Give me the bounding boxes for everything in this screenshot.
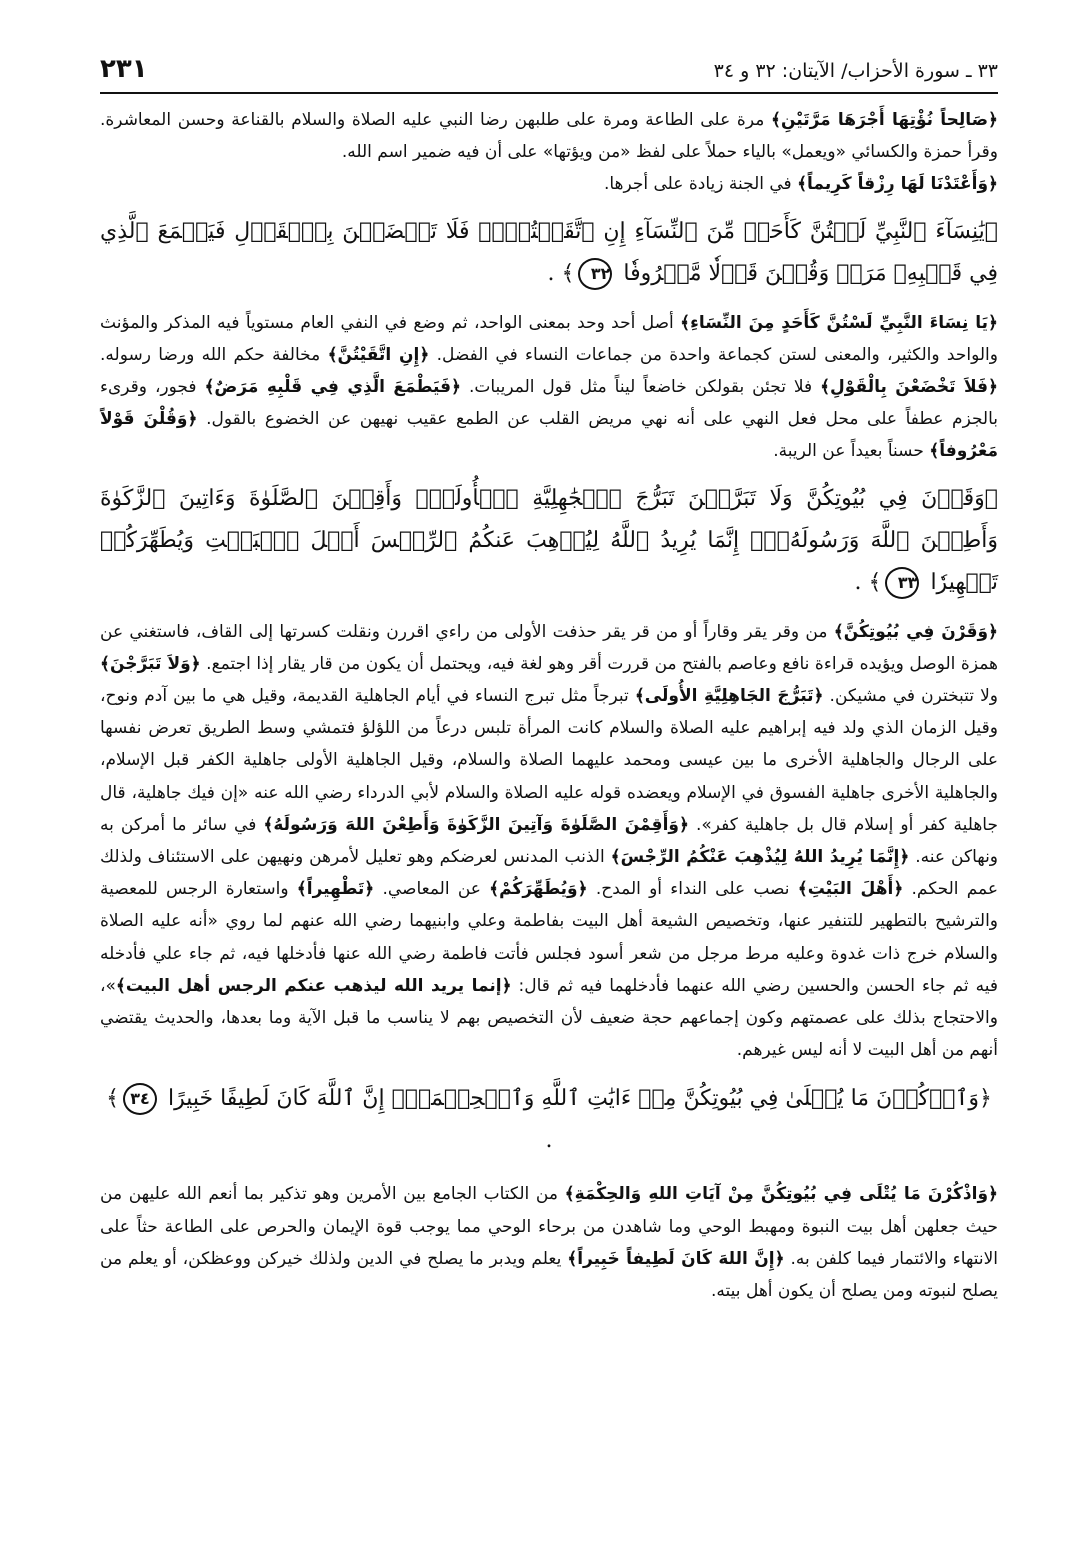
commentary-text: مخالفة حكم الله ورضا رسوله. [100,344,328,365]
quoted-verse: ﴿وَأَقِمْنَ الصَّلَوٰةَ وَآتِينَ الزَّكَوٰةَ وَأَطِعْنَ اللهَ وَرَسُولَهُ﴾ [263,814,689,835]
page-number: ٢٣١ [100,54,148,84]
quoted-verse: ﴿وَقَرْنَ فِي بُيُوتِكُنَّ﴾ [833,621,998,642]
page-header [100,50,998,94]
commentary-paragraph [100,616,998,1067]
commentary-text: حسناً بعيداً عن الريبة. [773,441,930,462]
commentary-paragraph [100,168,998,200]
commentary-text: تبرجاً مثل تبرج النساء في أيام الجاهلية القديمة، وقيل هي ما بين آدم ونوح، وقيل الزمان الذي ولد فيه إبراهيم عليه الصلاة والسلام كانت المرأة تلبس درعاً من اللؤلؤ فتمشي وسط الطريق تعرض نفسها على الرجال والجاهلية الأخرى ما بين عيسى ومحمد عليهما الصلاة والسلام، وقيل الجاهلية الأولى جاهلية الكفر قبل الإسلام، والجاهلية الأخرى جاهلية الفسوق في الإسلام ويعضده قوله عليه الصلاة والسلام لأبي الدرداء رضي الله عنه «إن فيك جاهلية، قال جاهلية كفر أو إسلام قال بل جاهلية كفر». [100,686,998,835]
commentary-text: في الجنة زيادة على أجرها. [603,174,798,195]
verse-text: ﴿يَٰنِسَآءَ ٱلنَّبِيِّ لَسۡتُنَّ كَأَحَدٖ مِّنَ ٱلنِّسَآءِ إِنِ ٱتَّقَيۡتُنَّۚ فَلَا تَخۡضَعۡنَ بِٱلۡقَوۡلِ فَيَطۡمَعَ ٱلَّذِي فِي قَلۡبِهِۦ مَرَضٞ وَقُلۡنَ قَوۡلٗا مَّعۡرُوفٗا [100,218,998,286]
commentary-paragraph [100,104,998,168]
quran-verse-33 [100,478,998,604]
verse-number-badge: ٣٣ [885,567,919,599]
commentary-text: من الكتاب الجامع بين الأمرين وهو تذكير بما أنعم الله عليهن من حيث جعلهن أهل بيت النبوة ومهبط الوحي وما شاهدن من برحاء الوحي مما يوجب قوة الإيمان والحرص على الطاعة حثاً على الانتهاء والائتمار فيما كلفن به. [100,1184,998,1269]
quoted-verse: ﴿أَهْلَ البَيْتِ﴾ [797,879,904,900]
commentary-text: ولا تتبخترن في مشيكن. [823,686,998,707]
quoted-verse: ﴿صَالِحاً نُؤْتِهَا أَجْرَهَا مَرَّتَيْنِ﴾ [771,110,998,130]
quoted-verse: ﴿وَاذْكُرْنَ مَا يُتْلَى فِي بُيُوتِكُنَّ مِنْ آيَاتِ اللهِ وَالحِكْمَةِ﴾ [564,1184,998,1205]
commentary-paragraph [100,1178,998,1307]
commentary-text: »، والاحتجاج بذلك على عصمتهم وكون إجماعهم حجة ضعيف لأن التخصيص بهم لا يناسب ما قبل الآية وما بعدها، والحديث يقتضي أنهم من أهل البيت لا أنه ليس غيرهم. [100,975,998,1061]
quoted-verse: ﴿إِنِ اتَّقَيْتُنَّ﴾ [327,344,430,365]
page [100,50,998,1307]
quoted-verse: ﴿إِنَّمَا يُرِيدُ اللهُ لِيُذْهِبَ عَنْكُمُ الرِّجْسَ﴾ [610,847,910,868]
verse-number-badge: ٣٤ [123,1083,157,1115]
commentary-paragraph [100,307,998,468]
verse-number-badge: ٣٢ [578,258,612,290]
quoted-verse: ﴿وَقُلْنَ قَوْلاً مَعْرُوفاً﴾ [100,409,998,462]
commentary-text: أصل أحد وحد بمعنى الواحد، ثم وضع في النفي العام مستوياً فيه المذكر والمؤنث والواحد والكثير، والمعنى لستن كجماعة واحدة من جماعات النساء في الفضل. [100,312,998,365]
quoted-verse: ﴿وَأَعْتَدْنَا لَهَا رِزْقاً كَرِيماً﴾ [797,174,998,195]
quoted-verse: ﴿فَلاَ تَخْضَعْنَ بِالْقَوْلِ﴾ [820,377,999,398]
commentary-text: من وقر يقر وقاراً أو من قر يقر حذفت الأولى من راءي اقررن ونقلت كسرتها إلى القاف، فاستغني عن همزة الوصل ويؤيده قراءة نافع وعاصم بالفتح من قررت أقر وهو لغة فيه، ويحتمل أن يكون من قار يقار إذا اجتمع. [100,621,998,674]
verse-close-bracket: ﴾ . [854,569,882,595]
running-title: ٣٣ ـ سورة الأحزاب/ الآيتان: ٣٢ و ٣٤ [713,60,998,82]
quran-verse-34 [100,1078,998,1162]
quran-verse-32 [100,211,998,295]
quoted-verse: ﴿تَبَرُّجَ الجَاهِلِيَّةِ الأُولَى﴾ [634,686,824,707]
commentary-text: في سائر ما أمركن به ونهاكن عنه. [100,814,999,868]
verse-text: ﴿وَٱذۡكُرۡنَ مَا يُتۡلَىٰ فِي بُيُوتِكُنَّ مِنۡ ءَايَٰتِ ٱللَّهِ وَٱلۡحِكۡمَةِۚ إِنَّ ٱللَّهَ كَانَ لَطِيفًا خَبِيرًا [167,1086,992,1112]
commentary-text: واستعارة الرجس للمعصية والترشيح بالتطهير للتنفير عنها، وتخصيص الشيعة أهل البيت بفاطمة وعلي وابنيهما رضي الله عنهم لما روي «أنه عليه الصلاة والسلام خرج ذات غدوة وعليه مرط مرجل من شعر أسود فجلس فأتت فاطمة رضي الله عنها فأدخلها فيه، ثم جاء علي فأدخله فيه ثم جاء الحسن والحسين رضي الله عنهما فأدخلهما فيه ثم قال: [100,879,999,996]
commentary-text: نصب على النداء أو المدح. [587,879,798,900]
quoted-verse: ﴿تَطْهِيراً﴾ [296,879,375,900]
verse-close-bracket: ﴾ . [547,260,575,286]
verse-close-bracket: ﴾ . [106,1086,553,1154]
quoted-verse: ﴿فَيَطْمَعَ الَّذِي فِي قَلْبِهِ مَرَضٌ﴾ [204,377,462,398]
quoted-verse: ﴿إِنَّ اللهَ كَانَ لَطِيفاً خَبِيراً﴾ [567,1248,785,1269]
quoted-verse: ﴿إنما يريد الله ليذهب عنكم الرجس أهل البيت﴾ [115,975,512,996]
commentary-text: عن المعاصي. [374,879,490,900]
commentary-text: يعلم ويدبر ما يصلح في الدين ولذلك خيركن ووعظكن، أو يعلم من يصلح لنبوته ومن يصلح أن يكون أهل بيته. [100,1248,998,1302]
commentary-text: فلا تجئن بقولكن خاضعاً ليناً مثل قول المريبات. [461,377,821,398]
quoted-verse: ﴿وَيُطَهِّرَكُمْ﴾ [489,879,588,900]
quoted-verse: ﴿يَا نِسَاءَ النَّبِيِّ لَسْتُنَّ كَأَحَدٍ مِنَ النِّسَاءِ﴾ [680,312,998,333]
verse-text: ﴿وَقَرۡنَ فِي بُيُوتِكُنَّ وَلَا تَبَرَّجۡنَ تَبَرُّجَ ٱلۡجَٰهِلِيَّةِ ٱلۡأُولَىٰۖ وَأَقِمۡنَ ٱلصَّلَوٰةَ وَءَاتِينَ ٱلزَّكَوٰةَ وَأَطِعۡنَ ٱللَّهَ وَرَسُولَهُۥٓۚ إِنَّمَا يُرِيدُ ٱللَّهُ لِيُذۡهِبَ عَنكُمُ ٱلرِّجۡسَ أَهۡلَ ٱلۡبَيۡتِ وَيُطَهِّرَكُمۡ تَطۡهِيرٗا [100,485,998,595]
commentary-text: مرة على الطاعة ومرة على طلبهن رضا النبي عليه الصلاة والسلام بالقناعة وحسن المعاشرة. وقرأ حمزة والكسائي «ويعمل» بالياء حملاً على لفظ «من ويؤتها» على أن فيه ضمير اسم الله. [100,110,998,163]
commentary-text: فجور، وقرىء بالجزم عطفاً على محل فعل النهي على أنه نهي مريض القلب عن الطمع عقيب نهيهن عن الخضوع بالقول. [100,377,999,430]
quoted-verse: ﴿وَلاَ تَبَرَّجْنَ﴾ [100,653,201,674]
commentary-text: الذنب المدنس لعرضكم وهو تعليل لأمرهن ونهيهن على الاستئناف ولذلك عمم الحكم. [100,847,999,900]
